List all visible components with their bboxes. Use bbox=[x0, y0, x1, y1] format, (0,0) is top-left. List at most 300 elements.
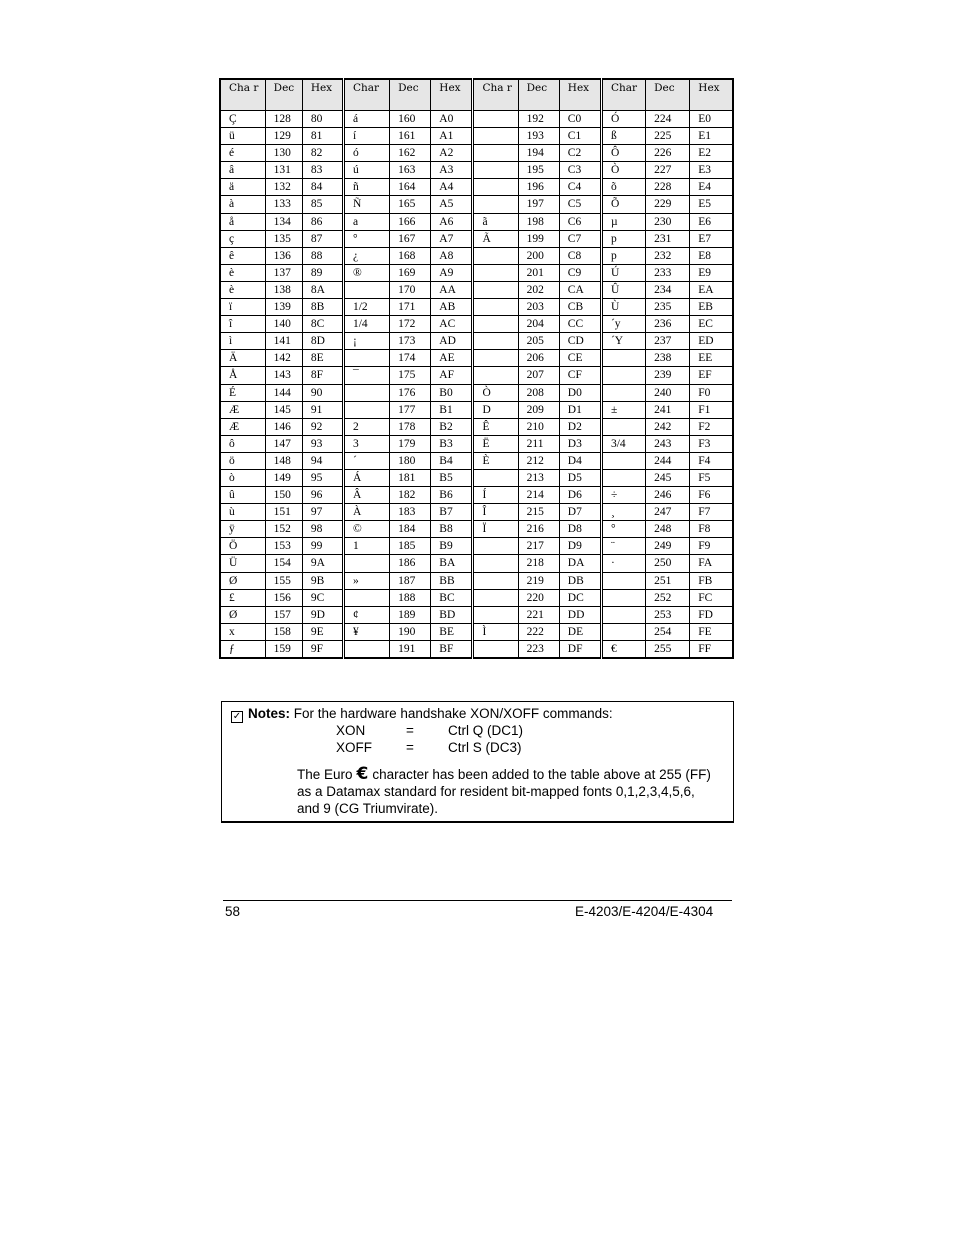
table-cell: 199 bbox=[518, 230, 559, 247]
table-cell: 150 bbox=[265, 487, 302, 504]
table-row bbox=[220, 555, 733, 572]
table-cell: F1 bbox=[690, 401, 733, 418]
table-cell bbox=[473, 589, 518, 606]
table-cell: 242 bbox=[646, 418, 690, 435]
table-cell: FF bbox=[690, 640, 733, 658]
table-cell: 229 bbox=[646, 196, 690, 213]
table-cell: E9 bbox=[690, 264, 733, 281]
table-cell: 130 bbox=[265, 145, 302, 162]
table-cell: A9 bbox=[431, 264, 473, 281]
table-cell: á bbox=[343, 111, 389, 128]
table-cell: 1/4 bbox=[343, 316, 389, 333]
table-cell bbox=[343, 384, 389, 401]
table-cell: ´Y bbox=[601, 333, 645, 350]
table-cell: 192 bbox=[518, 111, 559, 128]
table-row bbox=[220, 435, 733, 452]
table-cell: 222 bbox=[518, 623, 559, 640]
table-cell: ± bbox=[601, 401, 645, 418]
table-cell: E2 bbox=[690, 145, 733, 162]
euro-note-end: character has been added to the table above at 255 (FF) as a Datamax standard for resident bit-mapped fonts 0,1,2,3,4,5,6, and 9 (CG Triumvirate). bbox=[297, 767, 711, 816]
column-header: Hex bbox=[302, 79, 343, 111]
table-cell: 207 bbox=[518, 367, 559, 384]
table-cell: 128 bbox=[265, 111, 302, 128]
table-cell: F8 bbox=[690, 521, 733, 538]
table-cell: 149 bbox=[265, 469, 302, 486]
table-cell bbox=[473, 264, 518, 281]
table-cell: 196 bbox=[518, 179, 559, 196]
table-cell: B8 bbox=[431, 521, 473, 538]
table-cell: 141 bbox=[265, 333, 302, 350]
table-cell bbox=[473, 299, 518, 316]
xon-value: Ctrl Q (DC1) bbox=[448, 723, 523, 738]
footer-divider bbox=[223, 900, 732, 901]
table-cell: 178 bbox=[390, 418, 431, 435]
table-cell: ´ bbox=[343, 452, 389, 469]
table-cell: 218 bbox=[518, 555, 559, 572]
table-cell: FC bbox=[690, 589, 733, 606]
table-cell: 254 bbox=[646, 623, 690, 640]
table-cell: C4 bbox=[559, 179, 601, 196]
table-cell: ED bbox=[690, 333, 733, 350]
table-cell: E6 bbox=[690, 213, 733, 230]
table-cell: 247 bbox=[646, 504, 690, 521]
table-cell: 211 bbox=[518, 435, 559, 452]
table-cell: D9 bbox=[559, 538, 601, 555]
table-cell: C6 bbox=[559, 213, 601, 230]
table-cell: 193 bbox=[518, 128, 559, 145]
table-cell: FB bbox=[690, 572, 733, 589]
table-cell: 175 bbox=[390, 367, 431, 384]
table-cell: 234 bbox=[646, 281, 690, 298]
table-cell: B2 bbox=[431, 418, 473, 435]
table-cell: 153 bbox=[265, 538, 302, 555]
table-cell: À bbox=[343, 504, 389, 521]
table-cell bbox=[601, 452, 645, 469]
table-cell: 96 bbox=[302, 487, 343, 504]
table-cell: FD bbox=[690, 606, 733, 623]
table-cell bbox=[473, 606, 518, 623]
table-cell: 9E bbox=[302, 623, 343, 640]
table-cell bbox=[473, 350, 518, 367]
table-row bbox=[220, 487, 733, 504]
table-cell: 202 bbox=[518, 281, 559, 298]
table-cell: 142 bbox=[265, 350, 302, 367]
table-cell: 9F bbox=[302, 640, 343, 658]
table-cell: 144 bbox=[265, 384, 302, 401]
xon-equals: = bbox=[406, 723, 414, 738]
table-cell: D1 bbox=[559, 401, 601, 418]
table-cell: è bbox=[220, 281, 265, 298]
euro-note bbox=[297, 766, 717, 817]
table-cell: A6 bbox=[431, 213, 473, 230]
table-cell: 8B bbox=[302, 299, 343, 316]
table-cell: 1 bbox=[343, 538, 389, 555]
table-cell: ê bbox=[220, 247, 265, 264]
table-cell: µ bbox=[601, 213, 645, 230]
table-cell bbox=[601, 572, 645, 589]
table-cell: AA bbox=[431, 281, 473, 298]
table-cell: 166 bbox=[390, 213, 431, 230]
table-cell: p bbox=[601, 230, 645, 247]
table-cell: 136 bbox=[265, 247, 302, 264]
table-cell bbox=[343, 589, 389, 606]
table-cell: ô bbox=[220, 435, 265, 452]
table-cell: 143 bbox=[265, 367, 302, 384]
table-cell: Î bbox=[473, 504, 518, 521]
table-cell: 245 bbox=[646, 469, 690, 486]
table-cell: Ë bbox=[473, 435, 518, 452]
table-cell: í bbox=[343, 128, 389, 145]
table-cell: 214 bbox=[518, 487, 559, 504]
table-cell: A3 bbox=[431, 162, 473, 179]
table-cell: 176 bbox=[390, 384, 431, 401]
column-header: Dec bbox=[646, 79, 690, 111]
notes-label: Notes: bbox=[248, 706, 291, 721]
table-cell: C2 bbox=[559, 145, 601, 162]
column-header: Dec bbox=[390, 79, 431, 111]
table-cell: 177 bbox=[390, 401, 431, 418]
column-header: Hex bbox=[559, 79, 601, 111]
table-cell: 139 bbox=[265, 299, 302, 316]
table-cell: CB bbox=[559, 299, 601, 316]
table-cell: 204 bbox=[518, 316, 559, 333]
table-cell: 237 bbox=[646, 333, 690, 350]
table-cell bbox=[473, 128, 518, 145]
table-cell: 220 bbox=[518, 589, 559, 606]
table-cell bbox=[343, 640, 389, 658]
table-cell: 160 bbox=[390, 111, 431, 128]
table-cell: 92 bbox=[302, 418, 343, 435]
table-cell: 223 bbox=[518, 640, 559, 658]
table-cell: 230 bbox=[646, 213, 690, 230]
table-cell: CE bbox=[559, 350, 601, 367]
table-row bbox=[220, 469, 733, 486]
table-cell bbox=[473, 367, 518, 384]
table-row bbox=[220, 521, 733, 538]
table-cell: 198 bbox=[518, 213, 559, 230]
table-cell: ù bbox=[220, 504, 265, 521]
table-cell: 181 bbox=[390, 469, 431, 486]
table-cell: Ä bbox=[220, 350, 265, 367]
table-cell: £ bbox=[220, 589, 265, 606]
table-cell: A4 bbox=[431, 179, 473, 196]
table-cell: ¢ bbox=[343, 606, 389, 623]
table-cell: 170 bbox=[390, 281, 431, 298]
table-cell bbox=[601, 469, 645, 486]
table-cell: ì bbox=[220, 333, 265, 350]
table-cell: ¨ bbox=[601, 538, 645, 555]
table-cell: 155 bbox=[265, 572, 302, 589]
table-cell: 167 bbox=[390, 230, 431, 247]
table-cell: D5 bbox=[559, 469, 601, 486]
table-cell bbox=[473, 145, 518, 162]
table-cell: D4 bbox=[559, 452, 601, 469]
table-cell: Õ bbox=[601, 196, 645, 213]
table-cell: 8C bbox=[302, 316, 343, 333]
table-cell bbox=[601, 418, 645, 435]
table-cell: 87 bbox=[302, 230, 343, 247]
table-cell: 186 bbox=[390, 555, 431, 572]
table-cell bbox=[473, 572, 518, 589]
table-cell: € bbox=[601, 640, 645, 658]
table-cell bbox=[473, 196, 518, 213]
table-cell: 146 bbox=[265, 418, 302, 435]
table-cell: D bbox=[473, 401, 518, 418]
table-cell: 3/4 bbox=[601, 435, 645, 452]
table-cell: 98 bbox=[302, 521, 343, 538]
table-cell: 203 bbox=[518, 299, 559, 316]
table-row bbox=[220, 640, 733, 658]
table-row bbox=[220, 452, 733, 469]
table-cell: FA bbox=[690, 555, 733, 572]
table-row bbox=[220, 213, 733, 230]
table-cell: Ü bbox=[220, 555, 265, 572]
table-cell: 163 bbox=[390, 162, 431, 179]
table-cell: Ï bbox=[473, 521, 518, 538]
table-row bbox=[220, 367, 733, 384]
table-cell: ° bbox=[601, 521, 645, 538]
xon-name: XON bbox=[336, 723, 366, 738]
table-cell: Å bbox=[220, 367, 265, 384]
table-cell bbox=[473, 640, 518, 658]
table-cell: F3 bbox=[690, 435, 733, 452]
table-row bbox=[220, 128, 733, 145]
page-number: 58 bbox=[225, 904, 241, 919]
table-row bbox=[220, 264, 733, 281]
table-row bbox=[220, 281, 733, 298]
table-cell: ß bbox=[601, 128, 645, 145]
table-cell: Ú bbox=[601, 264, 645, 281]
table-cell: 241 bbox=[646, 401, 690, 418]
table-cell: 255 bbox=[646, 640, 690, 658]
euro-icon: € bbox=[356, 764, 369, 784]
table-cell: 205 bbox=[518, 333, 559, 350]
table-cell: AC bbox=[431, 316, 473, 333]
table-cell bbox=[473, 179, 518, 196]
table-cell: AE bbox=[431, 350, 473, 367]
table-cell: 216 bbox=[518, 521, 559, 538]
table-cell: 250 bbox=[646, 555, 690, 572]
table-cell: Æ bbox=[220, 418, 265, 435]
notes-heading bbox=[231, 705, 613, 722]
table-cell: 91 bbox=[302, 401, 343, 418]
table-cell: 185 bbox=[390, 538, 431, 555]
table-cell bbox=[473, 555, 518, 572]
table-row bbox=[220, 401, 733, 418]
table-row bbox=[220, 111, 733, 128]
column-header: Cha r bbox=[220, 79, 265, 111]
table-cell: 140 bbox=[265, 316, 302, 333]
table-cell: 248 bbox=[646, 521, 690, 538]
table-cell bbox=[473, 538, 518, 555]
table-cell: å bbox=[220, 213, 265, 230]
table-cell bbox=[343, 281, 389, 298]
table-cell: 84 bbox=[302, 179, 343, 196]
table-cell: 190 bbox=[390, 623, 431, 640]
table-cell: D7 bbox=[559, 504, 601, 521]
table-cell bbox=[473, 333, 518, 350]
table-cell: 188 bbox=[390, 589, 431, 606]
table-cell: 88 bbox=[302, 247, 343, 264]
table-cell: É bbox=[220, 384, 265, 401]
table-cell: CC bbox=[559, 316, 601, 333]
table-cell: F7 bbox=[690, 504, 733, 521]
table-cell: 217 bbox=[518, 538, 559, 555]
table-cell: A0 bbox=[431, 111, 473, 128]
table-cell: 3 bbox=[343, 435, 389, 452]
table-cell: C1 bbox=[559, 128, 601, 145]
table-cell: 152 bbox=[265, 521, 302, 538]
table-cell: CD bbox=[559, 333, 601, 350]
euro-note-start: The Euro bbox=[297, 767, 353, 782]
table-cell: 236 bbox=[646, 316, 690, 333]
xoff-equals: = bbox=[406, 740, 414, 755]
table-cell: 184 bbox=[390, 521, 431, 538]
table-cell: B1 bbox=[431, 401, 473, 418]
table-cell: E8 bbox=[690, 247, 733, 264]
table-cell: û bbox=[220, 487, 265, 504]
table-cell: Ò bbox=[601, 162, 645, 179]
table-cell: 182 bbox=[390, 487, 431, 504]
table-cell: 191 bbox=[390, 640, 431, 658]
column-header: Char bbox=[343, 79, 389, 111]
table-cell: E1 bbox=[690, 128, 733, 145]
character-code-table bbox=[219, 78, 734, 659]
table-cell: 85 bbox=[302, 196, 343, 213]
table-cell: 244 bbox=[646, 452, 690, 469]
table-cell: é bbox=[220, 145, 265, 162]
table-cell: ¡ bbox=[343, 333, 389, 350]
table-cell: Ç bbox=[220, 111, 265, 128]
table-cell: A1 bbox=[431, 128, 473, 145]
column-header: Dec bbox=[518, 79, 559, 111]
table-cell: BD bbox=[431, 606, 473, 623]
table-cell: a bbox=[343, 213, 389, 230]
table-cell: 233 bbox=[646, 264, 690, 281]
xoff-name: XOFF bbox=[336, 740, 372, 755]
table-cell: 2 bbox=[343, 418, 389, 435]
table-cell: 253 bbox=[646, 606, 690, 623]
table-cell: CF bbox=[559, 367, 601, 384]
table-cell: ° bbox=[343, 230, 389, 247]
table-cell: 210 bbox=[518, 418, 559, 435]
table-cell: 9D bbox=[302, 606, 343, 623]
table-cell: A2 bbox=[431, 145, 473, 162]
table-cell: » bbox=[343, 572, 389, 589]
table-cell: E5 bbox=[690, 196, 733, 213]
table-cell: 83 bbox=[302, 162, 343, 179]
table-cell: ï bbox=[220, 299, 265, 316]
table-cell: C3 bbox=[559, 162, 601, 179]
table-row bbox=[220, 196, 733, 213]
table-cell: 138 bbox=[265, 281, 302, 298]
table-row bbox=[220, 572, 733, 589]
table-cell bbox=[601, 384, 645, 401]
table-cell: ƒ bbox=[220, 640, 265, 658]
table-cell: 134 bbox=[265, 213, 302, 230]
table-cell: Ù bbox=[601, 299, 645, 316]
table-cell: 8D bbox=[302, 333, 343, 350]
xoff-value: Ctrl S (DC3) bbox=[448, 740, 522, 755]
table-cell bbox=[343, 350, 389, 367]
table-cell: 137 bbox=[265, 264, 302, 281]
table-cell: 227 bbox=[646, 162, 690, 179]
column-header: Hex bbox=[690, 79, 733, 111]
table-cell: 9C bbox=[302, 589, 343, 606]
table-cell bbox=[601, 606, 645, 623]
table-row bbox=[220, 384, 733, 401]
table-cell: EF bbox=[690, 367, 733, 384]
table-cell: 133 bbox=[265, 196, 302, 213]
table-cell: 129 bbox=[265, 128, 302, 145]
table-cell: 228 bbox=[646, 179, 690, 196]
table-cell: 151 bbox=[265, 504, 302, 521]
table-cell: Ø bbox=[220, 606, 265, 623]
table-cell: ó bbox=[343, 145, 389, 162]
table-cell: 208 bbox=[518, 384, 559, 401]
table-cell: F6 bbox=[690, 487, 733, 504]
table-cell: 9B bbox=[302, 572, 343, 589]
table-cell: B6 bbox=[431, 487, 473, 504]
table-cell: EA bbox=[690, 281, 733, 298]
table-cell bbox=[473, 162, 518, 179]
table-cell: x bbox=[220, 623, 265, 640]
table-row bbox=[220, 350, 733, 367]
table-cell: 252 bbox=[646, 589, 690, 606]
table-cell: C9 bbox=[559, 264, 601, 281]
table-cell bbox=[473, 469, 518, 486]
table-cell: C8 bbox=[559, 247, 601, 264]
table-cell: E0 bbox=[690, 111, 733, 128]
table-cell: 226 bbox=[646, 145, 690, 162]
table-cell: Û bbox=[601, 281, 645, 298]
table-cell: 86 bbox=[302, 213, 343, 230]
table-cell: A8 bbox=[431, 247, 473, 264]
table-cell bbox=[473, 247, 518, 264]
table-cell: Ö bbox=[220, 538, 265, 555]
table-cell: D6 bbox=[559, 487, 601, 504]
table-cell: 195 bbox=[518, 162, 559, 179]
table-cell: E7 bbox=[690, 230, 733, 247]
table-row bbox=[220, 418, 733, 435]
table-cell: 246 bbox=[646, 487, 690, 504]
table-cell: 240 bbox=[646, 384, 690, 401]
table-cell: 154 bbox=[265, 555, 302, 572]
table-cell: à bbox=[220, 196, 265, 213]
table-cell: D8 bbox=[559, 521, 601, 538]
column-header: Hex bbox=[431, 79, 473, 111]
table-cell: 187 bbox=[390, 572, 431, 589]
table-cell: F0 bbox=[690, 384, 733, 401]
table-cell: õ bbox=[601, 179, 645, 196]
table-cell: 183 bbox=[390, 504, 431, 521]
table-row bbox=[220, 606, 733, 623]
table-row bbox=[220, 538, 733, 555]
table-cell: 132 bbox=[265, 179, 302, 196]
table-cell: 8E bbox=[302, 350, 343, 367]
table-cell: EC bbox=[690, 316, 733, 333]
table-cell: ñ bbox=[343, 179, 389, 196]
table-cell: BB bbox=[431, 572, 473, 589]
table-cell bbox=[473, 316, 518, 333]
table-cell: A7 bbox=[431, 230, 473, 247]
table-cell: î bbox=[220, 316, 265, 333]
table-cell: 197 bbox=[518, 196, 559, 213]
table-cell: C7 bbox=[559, 230, 601, 247]
table-cell: ¥ bbox=[343, 623, 389, 640]
table-cell: 8A bbox=[302, 281, 343, 298]
table-cell: Ñ bbox=[343, 196, 389, 213]
